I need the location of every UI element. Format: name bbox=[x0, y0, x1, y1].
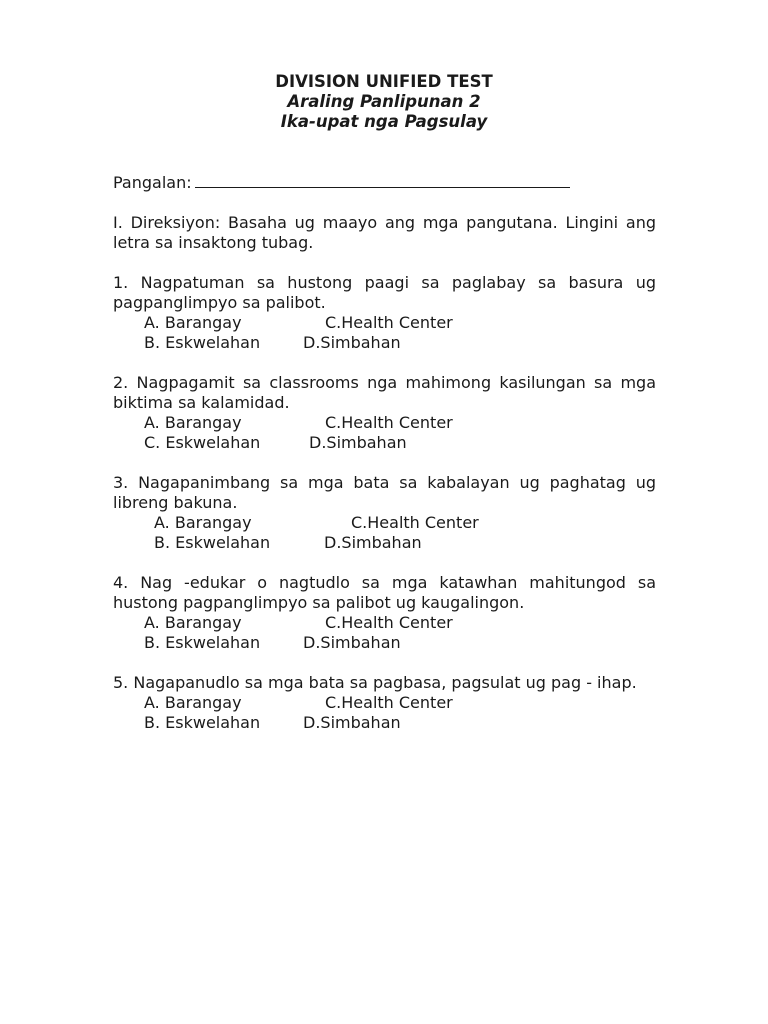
choice-d[interactable]: D.Simbahan bbox=[303, 333, 401, 352]
choice-row bbox=[113, 313, 656, 333]
name-blank-line[interactable] bbox=[195, 174, 570, 188]
directions: I. Direksiyon: Basaha ug maayo ang mga pangutana. Lingini ang letra sa insaktong tubag. bbox=[113, 213, 656, 252]
choice-row bbox=[113, 513, 656, 533]
choice-row bbox=[113, 613, 656, 633]
test-title: DIVISION UNIFIED TEST bbox=[275, 72, 493, 91]
question-3 bbox=[113, 473, 656, 553]
question-stem: 1. Nagpatuman sa hustong paagi sa paglabay sa basura ug pagpanglimpyo sa palibot. bbox=[113, 273, 656, 312]
choice-a[interactable]: A. Barangay bbox=[144, 413, 242, 432]
choice-b[interactable]: B. Eskwelahan bbox=[144, 713, 261, 732]
choice-a[interactable]: A. Barangay bbox=[144, 613, 242, 632]
choice-c[interactable]: C.Health Center bbox=[325, 613, 453, 632]
subject-title: Araling Panlipunan 2 bbox=[287, 92, 481, 111]
name-row bbox=[113, 173, 656, 193]
choice-d[interactable]: D.Simbahan bbox=[324, 533, 422, 552]
question-5 bbox=[113, 673, 656, 733]
choice-row bbox=[113, 433, 656, 453]
choice-d[interactable]: D.Simbahan bbox=[303, 713, 401, 732]
question-stem: 3. Nagapanimbang sa mga bata sa kabalayan ug paghatag ug libreng bakuna. bbox=[113, 473, 656, 512]
choice-d[interactable]: D.Simbahan bbox=[309, 433, 407, 452]
exam-title: Ika-upat nga Pagsulay bbox=[280, 112, 488, 131]
choice-row bbox=[113, 333, 656, 353]
choice-c[interactable]: C.Health Center bbox=[325, 313, 453, 332]
choice-row bbox=[113, 533, 656, 553]
choice-row bbox=[113, 713, 656, 733]
test-header bbox=[0, 72, 768, 132]
choice-a[interactable]: A. Barangay bbox=[144, 313, 242, 332]
question-stem: 4. Nag -edukar o nagtudlo sa mga katawhan mahitungod sa hustong pagpanglimpyo sa palibot ug kaugalingon. bbox=[113, 573, 656, 612]
name-label: Pangalan: bbox=[113, 173, 192, 192]
choice-c[interactable]: C.Health Center bbox=[325, 693, 453, 712]
question-2 bbox=[113, 373, 656, 453]
choice-b[interactable]: B. Eskwelahan bbox=[154, 533, 271, 552]
test-content bbox=[113, 173, 656, 753]
choice-a[interactable]: A. Barangay bbox=[154, 513, 252, 532]
choice-row bbox=[113, 413, 656, 433]
question-4 bbox=[113, 573, 656, 653]
choice-d[interactable]: D.Simbahan bbox=[303, 633, 401, 652]
choice-c-alt[interactable]: C. Eskwelahan bbox=[144, 433, 261, 452]
choice-row bbox=[113, 693, 656, 713]
choice-b[interactable]: B. Eskwelahan bbox=[144, 633, 261, 652]
question-stem: 2. Nagpagamit sa classrooms nga mahimong kasilungan sa mga biktima sa kalamidad. bbox=[113, 373, 656, 412]
choice-c[interactable]: C.Health Center bbox=[351, 513, 479, 532]
question-1 bbox=[113, 273, 656, 353]
choice-b[interactable]: B. Eskwelahan bbox=[144, 333, 261, 352]
choice-c[interactable]: C.Health Center bbox=[325, 413, 453, 432]
choice-a[interactable]: A. Barangay bbox=[144, 693, 242, 712]
choice-row bbox=[113, 633, 656, 653]
question-stem: 5. Nagapanudlo sa mga bata sa pagbasa, pagsulat ug pag - ihap. bbox=[113, 673, 637, 692]
